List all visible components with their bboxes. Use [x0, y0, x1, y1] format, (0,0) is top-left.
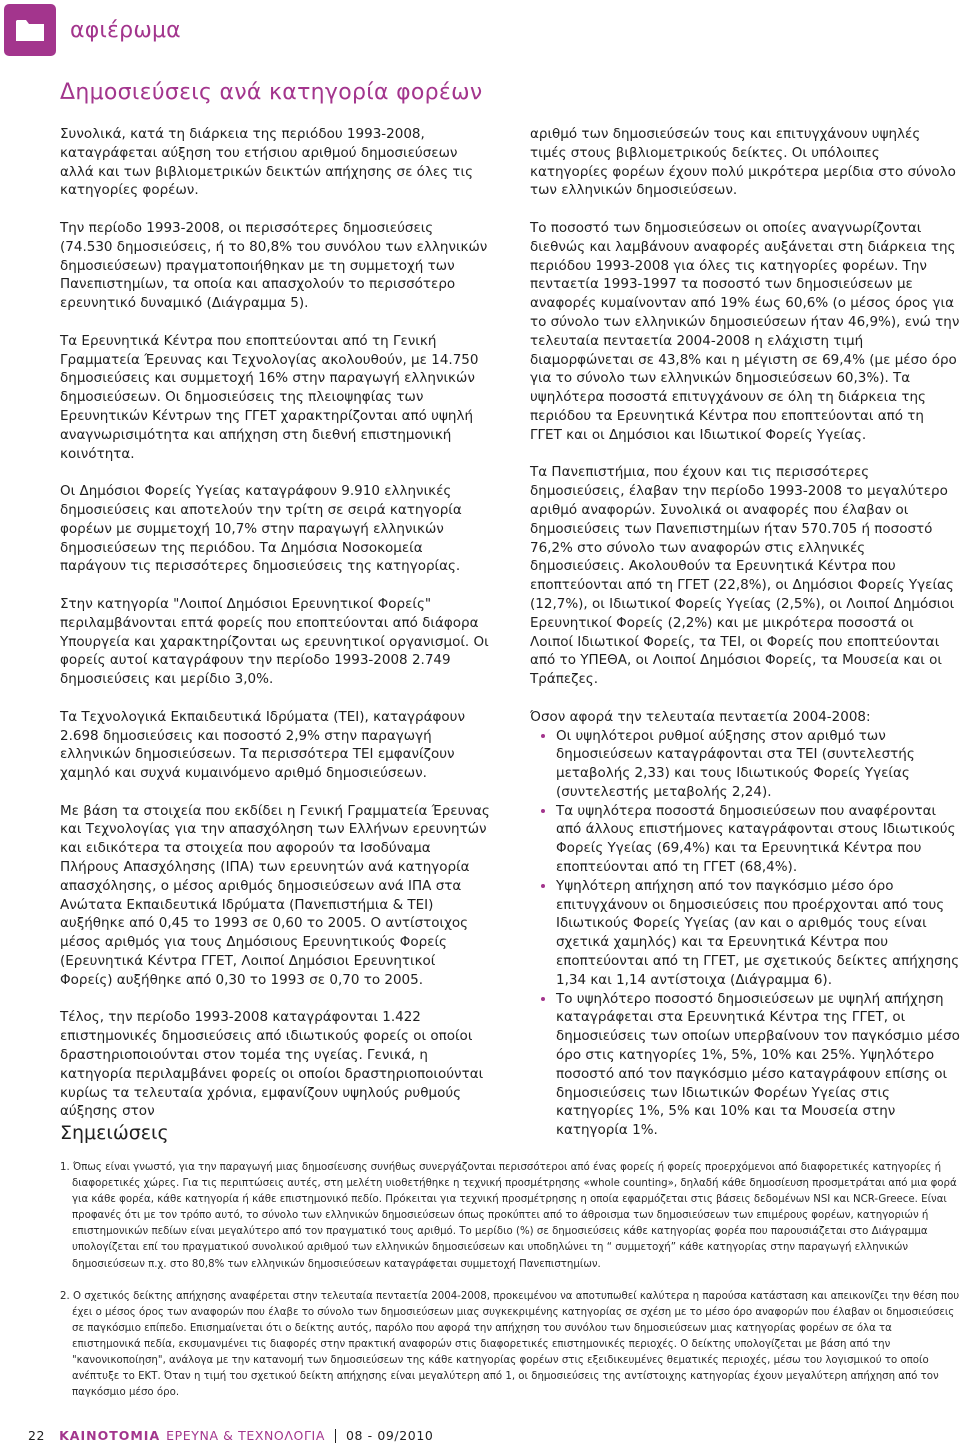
folder-icon — [4, 4, 56, 56]
right-column — [530, 125, 960, 1140]
page-footer — [28, 1428, 433, 1443]
left-paragraph: Τέλος, την περίοδο 1993-2008 καταγράφονται 1.422 επιστημονικές δημοσιεύσεις από ιδιωτικούς φορείς οι οποίοι δραστηριοποιούνται στον τομέα της υγείας. Γενικά, η κατηγορία περιλαμβάνει φορείς οι οποίοι δραστηριοποιούνται κυρίως τα τελευταία χρόνια, εμφανίζουν υψηλούς ρυθμούς αύξησης στον — [60, 1009, 484, 1120]
left-paragraph: Στην κατηγορία "Λοιποί Δημόσιοι Ερευνητικοί Φορείς" περιλαμβάνονται επτά φορείς που εποπτεύονται από διάφορα Υπουργεία και χαρακτηρίζονται ως ερευνητικοί οργανισμοί. Οι φορείς αυτοί καταγράφουν την περίοδο 1993-2008 2.749 δημοσιεύσεις και μερίδιο 3,0%. — [60, 595, 489, 688]
page-number: 22 — [28, 1428, 46, 1443]
note-item: 2. Ο σχετικός δείκτης απήχησης αναφέρεται στην τελευταία πενταετία 2004-2008, προκειμένου να αποτυπωθεί καλύτερα η παρούσα κατάσταση και απεικονίζει την θέση που έχει ο μέσος όρος των αναφορών που έλαβε το σύνολο των δημοσιεύσεων μιας συγκεκριμένης κατηγορίας σε σχέση με το μέσο όρο αναφορών που έλαβαν οι δημοσιεύσεις σε παγκόσμιο επίπεδο. Επισημαίνεται ότι ο δείκτης αυτός, παρόλο που αφορά την απήχηση του συνόλου των δημοσιεύσεων μιας κατηγορίας φορέων σε όλα τα επιστημονικά πεδία, εκσυμανμένει τις διαφορές στην πρακτική αναφορών στις διαφορετικές επιστημονικές περιοχές. Ο δείκτης υπολογίζεται με βάση από την "κανονικοποίηση", ανάλογα με την κατανομή των δημοσιεύσεων της κάθε κατηγορίας φορέων στις εξειδικευμένες θεματικές περιοχές, μέσω του λογισμικού το οποίο ανέπτυξε το ΕΚΤ. Όταν η τιμή του σχετικού δείκτη απήχησης είναι μεγαλύτερη από 1, οι δημοσιεύσεις της αντίστοιχης κατηγορίας έχουν μεγαλύτερη απήχηση από τον παγκόσμιο μέσο όρο. — [60, 1290, 960, 1399]
bullet-item: • Το υψηλότερο ποσοστό δημοσιεύσεων με υψηλή απήχηση καταγράφεται στα Ερευνητικά Κέντρα της ΓΓΕΤ, οι δημοσιεύσεις των οποίων υπερβαίνουν τον παγκόσμιο μέσο όρο στις κατηγορίες 1%, 5%, 10% και 25%. Υψηλότερο ποσοστό από τον παγκόσμιο μέσο καταγράφουν επίσης οι δημοσιεύσεις των Ιδιωτικών Φορέων Υγείας στις κατηγορίες 1%, 5% και 10% και τα Μουσεία στην κατηγορία 1%. — [556, 990, 960, 1140]
right-paragraph: Το ποσοστό των δημοσιεύσεων οι οποίες αναγνωρίζονται διεθνώς και λαμβάνουν αναφορές αυξάνεται στη διάρκεια της περιόδου 1993-2008 για όλες τις κατηγορίες φορέων. Την πενταετία 1993-1997 τα ποσοστό των δημοσιεύσεων με αναφορές κυμαίνονταν από 19% έως 60,6% (ο μέσος όρος για το σύνολο των ελληνικών δημοσιεύσεων ήταν 46,9%), ενώ την τελευταία πενταετία 2004-2008 η ελάχιστη τιμή διαμορφώνεται σε 43,8% και η μέγιστη σε 69,4% (με μέσο όρο για το σύνολο των ελληνικών δημοσιεύσεων 60,3%). Τα υψηλότερα ποσοστά επιτυγχάνουν σε όλη τη διάρκεια της περιόδου τα Ερευνητικά Κέντρα που εποπτεύονται από τη ΓΓΕΤ και οι Δημόσιοι και Ιδιωτικοί Φορείς Υγείας. — [530, 219, 960, 443]
bullet-item: • Οι υψηλότεροι ρυθμοί αύξησης στον αριθμό των δημοσιεύσεων καταγράφονται στα ΤΕΙ (συντελεστής μεταβολής 2,33) και τους Ιδιωτικούς Φορείς Υγείας (συντελεστής μεταβολής 2,24). — [556, 727, 960, 802]
footer-divider — [335, 1429, 336, 1443]
bullet-list — [530, 727, 960, 1141]
header-label: αφιέρωμα — [70, 17, 181, 43]
left-column — [60, 125, 490, 1140]
bullet-item: • Τα υψηλότερα ποσοστά δημοσιεύσεων που αναφέρονται από άλλους επιστήμονες καταγράφονται στους Ιδιωτικούς Φορείς Υγείας (69,4%) και τα Ερευνητικά Κέντρα που εποπτεύονται από τη ΓΓΕΤ (68,4%). — [556, 802, 960, 877]
left-paragraph: Την περίοδο 1993-2008, οι περισσότερες δημοσιεύσεις (74.530 δημοσιεύσεις, ή το 80,8% του συνόλου των ελληνικών δημοσιεύσεων) πραγματοποιήθηκαν με τη συμμετοχή των Πανεπιστημίων, τα οποία και απασχολούν το περισσότερο ερευνητικό δυναμικό (Διάγραμμα 5). — [60, 219, 488, 312]
right-paragraph: Τα Πανεπιστήμια, που έχουν και τις περισσότερες δημοσιεύσεις, έλαβαν την περίοδο 1993-2008 το μεγαλύτερο αριθμό αναφορών. Συνολικά οι αναφορές που έλαβαν οι δημοσιεύσεις των Πανεπιστημίων ήταν 570.705 ή ποσοστό 76,2% στο σύνολο των αναφορών στις ελληνικές δημοσιεύσεις. Ακολουθούν τα Ερευνητικά Κέντρα που εποπτεύονται από τη ΓΓΕΤ (22,8%), οι Δημόσιοι Φορείς Υγείας (12,7%), οι Ιδιωτικοί Φορείς Υγείας (2,5%), οι Λοιποί Δημόσιοι Ερευνητικοί Φορείς (2,2%) και με μικρότερα ποσοστά οι Λοιποί Ιδιωτικοί Φορείς, τα ΤΕΙ, οι Φορείς που εποπτεύονται από το ΥΠΕΘΑ, οι Λοιποί Δημόσιοι Φορείς, τα Μουσεία και οι Τράπεζες. — [530, 464, 955, 688]
list-intro: Όσον αφορά την τελευταία πενταετία 2004-2008: — [530, 708, 871, 725]
left-paragraph: Οι Δημόσιοι Φορείς Υγείας καταγράφουν 9.910 ελληνικές δημοσιεύσεις και αποτελούν την τρίτη σε σειρά κατηγορία φορέων με συμμετοχή 10,7% στην παραγωγή ελληνικών δημοσιεύσεων της περιόδου. Τα Δημόσια Νοσοκομεία παράγουν τις περισσότερες δημοσιεύσεις της κατηγορίας. — [60, 483, 462, 575]
left-paragraph: Με βάση τα στοιχεία που εκδίδει η Γενική Γραμματεία Έρευνας και Τεχνολογίας για την απασχόληση των Ελλήνων ερευνητών και ειδικότερα τα στοιχεία που αφορούν τα Ισοδύναμα Πλήρους Απασχόλησης (ΙΠΑ) των ερευνητών ανά κατηγορία απασχόλησης, ο μέσος αριθμός δημοσιεύσεων ανά ΙΠΑ στα Ανώτατα Εκπαιδευτικά Ιδρύματα (Πανεπιστήμια & ΤΕΙ) αυξήθηκε από 0,45 το 1993 σε 0,60 το 2005. Ο αντίστοιχος μέσος αριθμός για τους Δημόσιους Ερευνητικούς Φορείς (Ερευνητικά Κέντρα ΓΓΕΤ, Λοιποί Δημόσιοι Ερευνητικοί Φορείς) αυξήθηκε από 0,30 το 1993 σε 0,70 το 2005. — [60, 802, 490, 988]
issue-date: 08 - 09/2010 — [345, 1428, 434, 1443]
magazine-brand: ΚΑΙΝΟΤΟΜΙΑ — [59, 1428, 161, 1443]
page-header — [4, 4, 181, 56]
left-paragraph: Συνολικά, κατά τη διάρκεια της περιόδου 1993-2008, καταγράφεται αύξηση του ετήσιου αριθμού δημοσιεύσεων αλλά και των βιβλιομετρικών δεικτών απήχησης σε όλες τις κατηγορίες φορέων. — [60, 126, 474, 199]
note-item: 1. Όπως είναι γνωστό, για την παραγωγή μιας δημοσίευσης συνήθως συνεργάζονται περισσότεροι από ένας φορείς ή φορείς προερχόμενοι από διαφορετικές κατηγορίες ή διαφορετικές χώρες. Για τις περιπτώσεις αυτές, στη μελέτη υιοθετήθηκε η τεχνική προσμέτρησης «whole counting», δηλαδή κάθε δημοσίευση προσμετράται από μια φορά για κάθε φορέα, κάθε κατηγορία ή κάθε επιστημονικό πεδίο. Πρόκειται για τεχνική προσμέτρησης η οποία εφαρμόζεται στις βάσεις δεδομένων NSI και NCR-Greece. Είναι προφανές ότι με τον τρόπο αυτό, το σύνολο των ελληνικών δημοσιεύσεων όπως προκύπτει από το άθροισμα των δημοσιεύσεων των επιμέρους φορέων, κατηγοριών ή επιστημονικών πεδίων είναι μεγαλύτερο από τον πραγματικό τους αριθμό. Το μερίδιο (%) σε δημοσιεύσεις κάθε κατηγορίας φορέα που παρουσιάζεται στο Διάγραμμα υπολογίζεται επί του πραγματικού συνολικού αριθμού των ελληνικών δημοσιεύσεων και υποδηλώνει τη “ συμμετοχή” κάθε κατηγορίας στην παραγωγή ελληνικών δημοσιεύσεων π.χ. στο 80,8% των ελληνικών δημοσιεύσεων καταγράφεται συμμετοχή Πανεπιστημίων. — [60, 1162, 957, 1270]
bullet-item: • Υψηλότερη απήχηση από τον παγκόσμιο μέσο όρο επιτυγχάνουν οι δημοσιεύσεις που προέρχονται από τους Ιδιωτικούς Φορείς Υγείας (αν και ο αριθμός τους είναι σχετικά χαμηλός) και τα Ερευνητικά Κέντρα που εποπτεύονται από τη ΓΓΕΤ, με σχετικούς δείκτες απήχησης 1,34 και 1,14 αντίστοιχα (Διάγραμμα 6). — [556, 877, 960, 990]
right-paragraph: αριθμό των δημοσιεύσεών τους και επιτυγχάνουν υψηλές τιμές στους βιβλιομετρικούς δείκτες. Οι υπόλοιπες κατηγορίες φορέων έχουν πολύ μικρότερα μερίδια στο σύνολο των ελληνικών δημοσιεύσεων. — [530, 126, 956, 199]
magazine-subtitle: ΕΡΕΥΝΑ & ΤΕΧΝΟΛΟΓΙΑ — [166, 1428, 325, 1443]
section-title: Δημοσιεύσεις ανά κατηγορία φορέων — [60, 80, 483, 105]
left-paragraph: Τα Τεχνολογικά Εκπαιδευτικά Ιδρύματα (ΤΕΙ), καταγράφουν 2.698 δημοσιεύσεις και ποσοστό 2,9% στην παραγωγή ελληνικών δημοσιεύσεων. Τα περισσότερα ΤΕΙ εμφανίζουν χαμηλό και συχνά κυμαινόμενο αριθμό δημοσιεύσεων. — [60, 708, 465, 782]
left-paragraph: Τα Ερευνητικά Κέντρα που εποπτεύονται από τη Γενική Γραμματεία Έρευνας και Τεχνολογίας ακολουθούν, με 14.750 δημοσιεύσεις και συμμετοχή 16% στην παραγωγή ελληνικών δημοσιεύσεων. Οι δημοσιεύσεις της πλειοψηφίας των Ερευνητικών Κέντρων της ΓΓΕΤ χαρακτηρίζονται από υψηλή αναγνωρισιμότητα και απήχηση στη διεθνή επιστημονική κοινότητα. — [60, 332, 479, 462]
notes-list — [60, 1160, 960, 1417]
notes-title: Σημειώσεις — [60, 1122, 169, 1144]
